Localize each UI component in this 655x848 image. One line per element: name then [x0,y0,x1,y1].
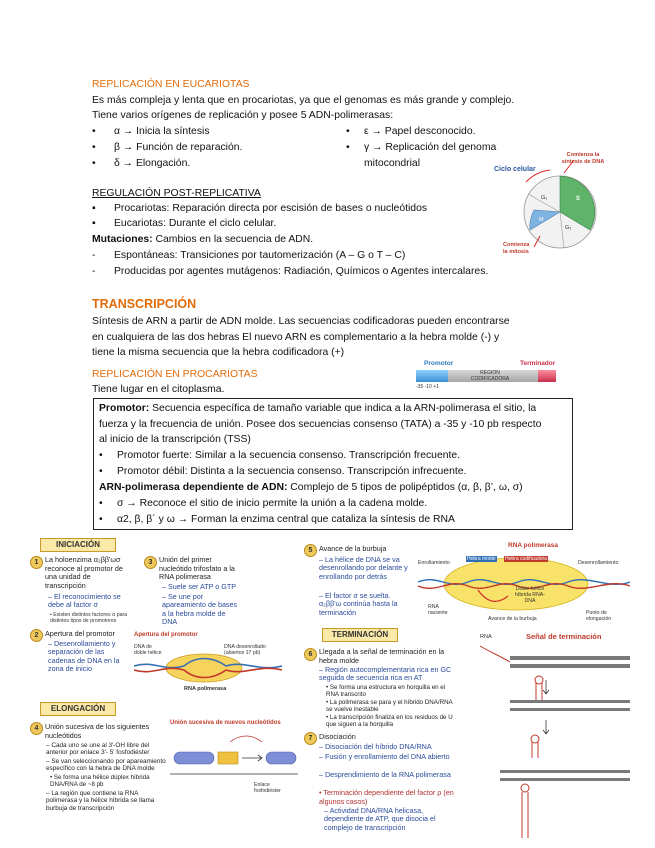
list-item: • α2, β, β´ y ω → Forman la enzima central que cataliza la síntesis de RNA [99,514,455,525]
step-number: 1 [30,556,43,569]
step-2-a: – Desenrollamiento y separación de las cadenas de DNA en la zona de inicio [48,639,120,674]
bubble-diagram [418,542,630,628]
list-item: - Producidas por agentes mutágenos: Radiación, Químicos o Agentes intercalares. [92,266,489,277]
step-7-title: Disociación [319,732,356,741]
step-5-a: – La hélice de DNA se va desenrollando por delante y enrollando por detrás [319,555,408,581]
step-number: 4 [30,722,43,735]
step-1-title: La holoenzima α₂ββ'ωσ reconoce al promotor de una unidad de transcripción [45,555,123,590]
step-number: 2 [30,629,43,642]
promotor-def: Promotor: Secuencia específica de tamaño variable que indica a la ARN-polimerasa el sitio, la [99,403,537,414]
section-title-transcripcion: TRANSCRIPCIÓN [92,297,197,311]
step-number: 5 [304,544,317,557]
list-item: • σ → Reconoce el sitio de inicio permite la unión a la cadena molde. [99,498,428,509]
euk-text-2: Tiene varios orígenes de replicación y posee 5 ADN-polimerasas: [92,110,394,121]
list-item: • δ → Elongación. [92,158,191,169]
promoter-opening-diagram [134,632,284,698]
step-7-e: – Actividad DNA/RNA helicasa, dependiente de ATP, que disocia el complejo de transcripción [324,806,436,832]
apertura-label: Apertura del promotor [134,632,198,638]
doble-label: Doble hélice híbrida RNA-DNA [515,586,545,604]
step-6-c: • La polimerasa se para y el híbrido DNA/RNA se vuelve inestable [326,699,453,713]
union-label: Unión sucesiva de nuevos nucleótidos [170,720,281,726]
rnapol-label: RNA polimerasa [184,686,227,692]
step-6-a: – Región autocomplementaria rica en GC seguida de secuencia rica en AT [319,665,452,683]
step-7-a: – Disociación del híbrido DNA/RNA [319,742,432,751]
section-title-post: REGULACIÓN POST-REPLICATIVA [92,188,261,199]
hcod-label: Hebra codificadora [505,556,547,562]
step-7-c: – Desprendimiento de la RNA polimerasa [319,770,451,779]
tr-cytoplasm: Tiene lugar en el citoplasma. [92,384,225,395]
mutations-line: Mutaciones: Cambios en la secuencia de ADN. [92,234,314,245]
promotor-def-2: fuerza y la frecuencia de unión. Posee dos secuencias consenso (TATA) a -35 y -10 pb respecto [99,419,542,430]
list-item: • ε → Papel desconocido. [346,126,476,137]
step-1-a: – El reconocimiento se debe al factor σ [48,592,121,610]
promotor-box [93,398,573,530]
promotor-region [416,370,448,382]
promotor-def-3: al inicio de la transcripción (TSS) [99,434,251,445]
cycle-top-label: Comienza la síntesis de DNA [561,152,605,165]
step-4-title: Unión sucesiva de los siguientes nucleótidos [45,722,150,740]
step-3-a: – Suele ser ATP o GTP [162,582,237,591]
punto-label: Punto de elongación [586,610,612,622]
opening-bubble-svg [134,650,284,686]
dna-doble-label: DNA de doble hélice [134,644,162,656]
cycle-bottom-label: Comienza la mitosis [503,242,530,255]
step-4-d: – La región que contiene la RNA polimerasa y la hélice híbrida se llama burbuja de transcripción [46,790,155,812]
card-terminacion: TERMINACIÓN [322,628,398,642]
polymerase-list-left [92,124,332,172]
list-item: - Espontáneas: Transiciones por tautomerización (A – G o T – C) [92,250,406,261]
step-2-title: Apertura del promotor [45,629,115,638]
step-number: 7 [304,732,317,745]
naciente-label: RNA naciente [428,604,448,616]
promotor-label: Promotor [424,360,454,367]
nucleotide-addition-diagram [170,720,300,796]
cycle-title: Ciclo celular [494,166,536,173]
phase-g1-label: G₁ [541,195,548,201]
phase-m-label: M [539,217,544,223]
enlace-label: Enlace fosfodiéster [254,782,281,794]
list-item: ▪ Procariotas: Reparación directa por escisión de bases o nucleótidos [92,203,428,214]
polymerase-def: ARN-polimerasa dependiente de ADN: Complejo de 5 tipos de polipéptidos (α, β, β’, ω, σ) [99,482,523,493]
termination-diagram [470,632,640,842]
step-7-b: – Fusión y enrollamiento del DNA abierto [319,752,450,761]
rna-label: RNA [480,634,492,640]
list-item: ▪ Eucariotas: Durante el ciclo celular. [92,218,277,229]
cell-cycle-figure [494,152,609,262]
list-item: • β → Función de reparación. [92,142,243,153]
card-iniciacion: INICIACIÓN [40,538,116,552]
phase-g2-label: G₂ [565,225,572,231]
tick-labels: -35 -10 +1 [416,384,439,390]
section-title-eucariotas: REPLICACIÓN EN EUCARIOTAS [92,79,250,90]
list-item: • α → Inicia la síntesis [92,126,210,137]
hmolde-label: Hebra molde [467,556,496,562]
avance-label: Avance de la burbuja [488,616,537,622]
nucleotide-svg [170,730,300,782]
step-5-b: – El factor σ se suelta. α₂ββ'ω continúa hasta la terminación [319,591,398,617]
section-title-procariotas: REPLICACIÓN EN PROCARIOTAS [92,369,258,380]
list-item-cont: mitocondrial [364,158,421,169]
terminator-region [538,370,556,382]
list-item: • γ → Replicación del genoma [346,142,497,153]
step-3-title: Unión del primer nucleótido trifosfato a la RNA polimerasa [159,555,235,582]
gene-diagram [412,360,562,396]
senal-label: Señal de terminación [526,632,602,641]
bubble-rnapol-label: RNA polimerasa [508,542,558,549]
euk-text-1: Es más compleja y lenta que en procariotas, ya que el genomas es más grande y complejo. [92,95,515,106]
step-6-title: Llegada a la señal de terminación en la hebra molde [319,647,445,665]
card-elongacion: ELONGACIÓN [40,702,116,716]
region-label: REGION CODIFICADORA [470,370,510,382]
hairpin-svg [470,642,640,842]
list-item: • Promotor débil: Distinta a la secuencia consenso. Transcripción infrecuente. [99,466,467,477]
list-item: • Promotor fuerte: Similar a la secuencia consenso. Transcripción frecuente. [99,450,461,461]
tr-text-2: en cualquiera de las dos hebras El nuevo ARN es complementario a la hebra molde (-) y [92,332,500,343]
step-1-b: • Existen distintos factores σ para distintos tipos de promotores [50,612,128,624]
tr-text-3: tiene la misma secuencia que la hebra codificadora (+) [92,347,345,358]
step-number: 6 [304,648,317,661]
step-4-c: • Se forma una hélice dúplex híbrida DNA/RNA de ~8 pb [50,774,150,789]
step-5-title: Avance de la burbuja [319,544,387,553]
terminador-label: Terminador [520,360,556,367]
step-3-b: – Se une por apareamiento de bases a la hebra molde de DNA [162,592,238,627]
enroll-label: Enrollamiento [418,560,450,566]
step-6-d: • La transcripción finaliza en los residuos de U que siguen a la horquilla [326,714,453,728]
tr-text-1: Síntesis de ARN a partir de ADN molde. Las secuencias codificadoras pueden encontrarse [92,316,510,327]
step-4-b: – Se van seleccionando por apareamiento específico con la hebra de DNA molde [46,758,166,773]
phase-s-label: S [576,196,581,202]
step-7-d: • Terminación dependiente del factor ρ (en algunos casos) [319,788,454,806]
step-4-a: – Cada uno se une al 3'-OH libre del anterior por enlace 3'- 5' fosfodiéster [46,742,150,757]
step-6-b: • Se forma una estructura en horquilla en el RNA transcrito [326,684,446,698]
transcription-figure [0,532,655,848]
step-number: 3 [144,556,157,569]
dna-desen-label: DNA desenrollado (abiertos 17 pb) [224,644,266,656]
desenroll-label: Desenrollamiento [578,560,619,566]
